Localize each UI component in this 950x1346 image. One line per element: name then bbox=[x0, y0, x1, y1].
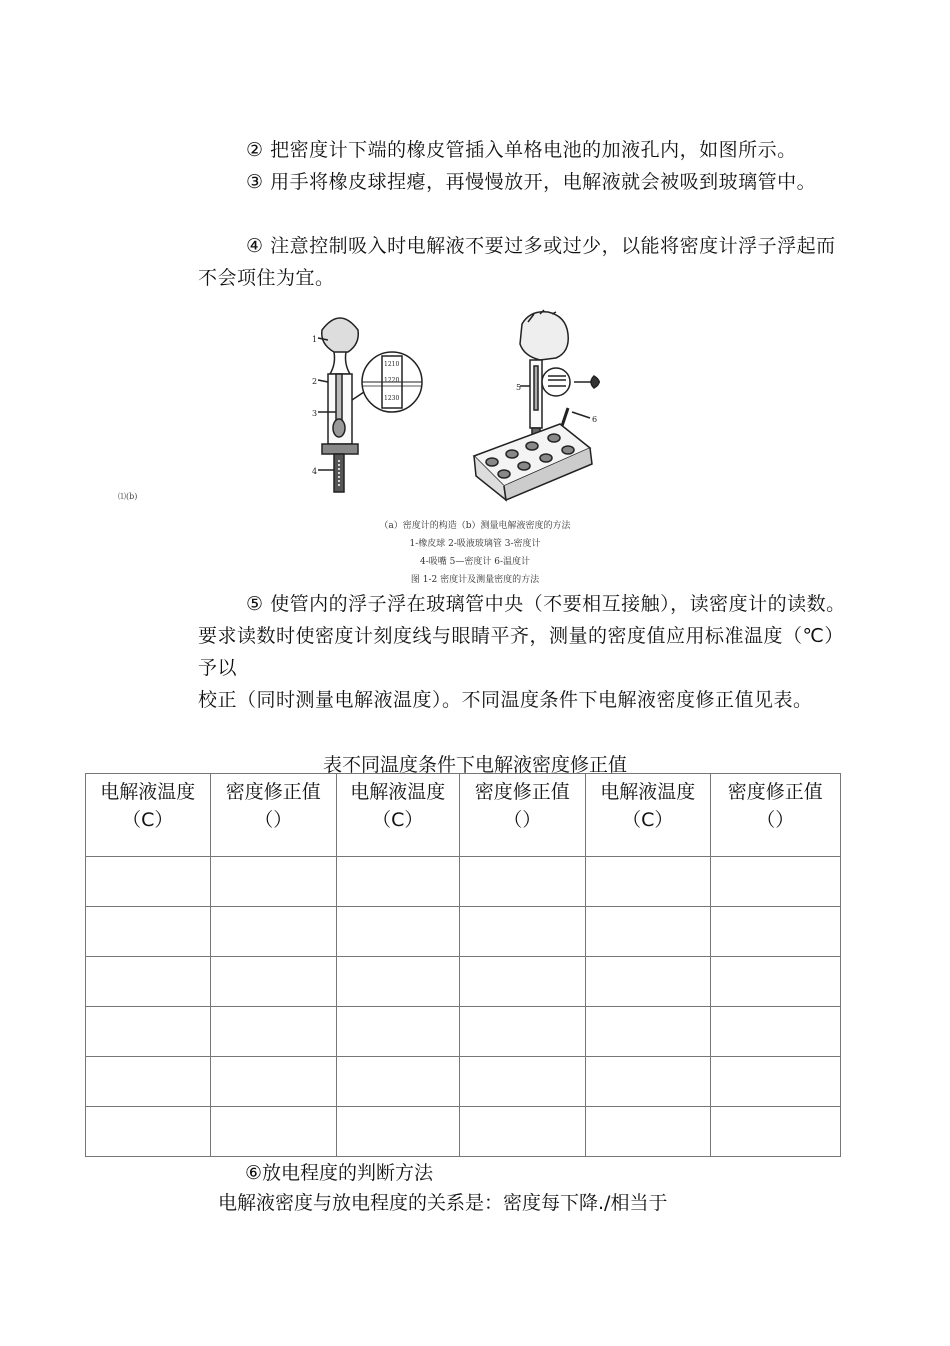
table-cell bbox=[710, 957, 840, 1007]
part-label-2: 2 bbox=[312, 377, 318, 386]
table-row bbox=[86, 857, 841, 907]
figure-caption-line-2: 1-橡皮球 2-吸液玻璃管 3-密度计 bbox=[409, 539, 541, 549]
table-cell bbox=[585, 1107, 710, 1157]
scale-mark-1230: 1230 bbox=[384, 395, 400, 402]
table-cell bbox=[585, 957, 710, 1007]
header-correction-3: 密度修正值（） bbox=[710, 774, 840, 857]
scale-mark-1220: 1220 bbox=[384, 377, 400, 384]
section-6-text: 电解液密度与放电程度的关系是：密度每下降./相当于 bbox=[218, 1192, 668, 1214]
table-header-row bbox=[86, 774, 841, 857]
table-row bbox=[86, 1107, 841, 1157]
header-temp-2: 电解液温度（C） bbox=[336, 774, 459, 857]
table-cell bbox=[210, 907, 336, 957]
table-cell bbox=[210, 1007, 336, 1057]
scale-mark-1210: 1210 bbox=[384, 361, 400, 368]
table-cell bbox=[336, 907, 459, 957]
density-correction-table bbox=[85, 773, 841, 1157]
step-4-paragraph: ④ 注意控制吸入时电解液不要过多或过少，以能将密度计浮子浮起而不会项住为宜。 bbox=[198, 235, 836, 289]
table-cell bbox=[459, 1007, 585, 1057]
header-correction-2: 密度修正值（） bbox=[459, 774, 585, 857]
part-label-5: 5 bbox=[516, 383, 522, 392]
table-cell bbox=[210, 1107, 336, 1157]
table-cell bbox=[459, 957, 585, 1007]
part-label-3: 3 bbox=[312, 409, 318, 418]
table-cell bbox=[585, 907, 710, 957]
table-cell bbox=[710, 1107, 840, 1157]
table-cell bbox=[710, 1007, 840, 1057]
figure-caption-title: 图 1-2 密度计及测量密度的方法 bbox=[410, 575, 540, 585]
part-label-4: 4 bbox=[312, 467, 318, 476]
part-label-1: 1 bbox=[312, 335, 318, 344]
step-5-paragraph: ⑤ 使管内的浮子浮在玻璃管中央（不要相互接触），读密度计的读数。要求读数时使密度计刻度线与眼睛平齐，测量的密度值应用标准温度（℃）予以 bbox=[198, 593, 846, 679]
table-cell bbox=[710, 857, 840, 907]
table-cell bbox=[459, 1107, 585, 1157]
table-row bbox=[86, 907, 841, 957]
step-3-paragraph: ③ 用手将橡皮球捏瘪，再慢慢放开，电解液就会被吸到玻璃管中。 bbox=[246, 171, 817, 193]
table-cell bbox=[710, 1057, 840, 1107]
table-cell bbox=[86, 1107, 211, 1157]
table-cell bbox=[336, 1007, 459, 1057]
header-temp-1: 电解液温度（C） bbox=[86, 774, 211, 857]
table-cell bbox=[336, 957, 459, 1007]
table-cell bbox=[210, 857, 336, 907]
table-cell bbox=[86, 907, 211, 957]
step-2-paragraph: ② 把密度计下端的橡皮管插入单格电池的加液孔内，如图所示。 bbox=[246, 139, 797, 161]
table-title: 表不同温度条件下电解液密度修正值 bbox=[322, 754, 627, 776]
table-cell bbox=[86, 1057, 211, 1107]
table-cell bbox=[585, 1007, 710, 1057]
table-cell bbox=[336, 1057, 459, 1107]
part-label-6: 6 bbox=[592, 415, 598, 424]
table-cell bbox=[585, 1057, 710, 1107]
table-cell bbox=[210, 957, 336, 1007]
figure-caption-line-3: 4-吸嘴 5—密度计 6-温度计 bbox=[420, 557, 530, 567]
table-cell bbox=[86, 957, 211, 1007]
table-cell bbox=[459, 907, 585, 957]
figure-caption-line-1: （a）密度计的构造（b）测量电解液密度的方法 bbox=[379, 521, 571, 531]
table-cell bbox=[86, 1007, 211, 1057]
figure-side-label: ⑴(b) bbox=[118, 492, 138, 501]
table-cell bbox=[710, 907, 840, 957]
table-cell bbox=[86, 857, 211, 907]
table-cell bbox=[459, 1057, 585, 1107]
table-cell bbox=[459, 857, 585, 907]
table-cell bbox=[210, 1057, 336, 1107]
header-correction-1: 密度修正值（） bbox=[210, 774, 336, 857]
step-5-continuation: 校正（同时测量电解液温度）。不同温度条件下电解液密度修正值见表。 bbox=[198, 689, 813, 711]
header-temp-3: 电解液温度（C） bbox=[585, 774, 710, 857]
table-cell bbox=[336, 857, 459, 907]
table-row bbox=[86, 957, 841, 1007]
section-6-heading: ⑥放电程度的判断方法 bbox=[245, 1162, 434, 1184]
table-row bbox=[86, 1057, 841, 1107]
table-cell bbox=[585, 857, 710, 907]
table-row bbox=[86, 1007, 841, 1057]
table-cell bbox=[336, 1107, 459, 1157]
